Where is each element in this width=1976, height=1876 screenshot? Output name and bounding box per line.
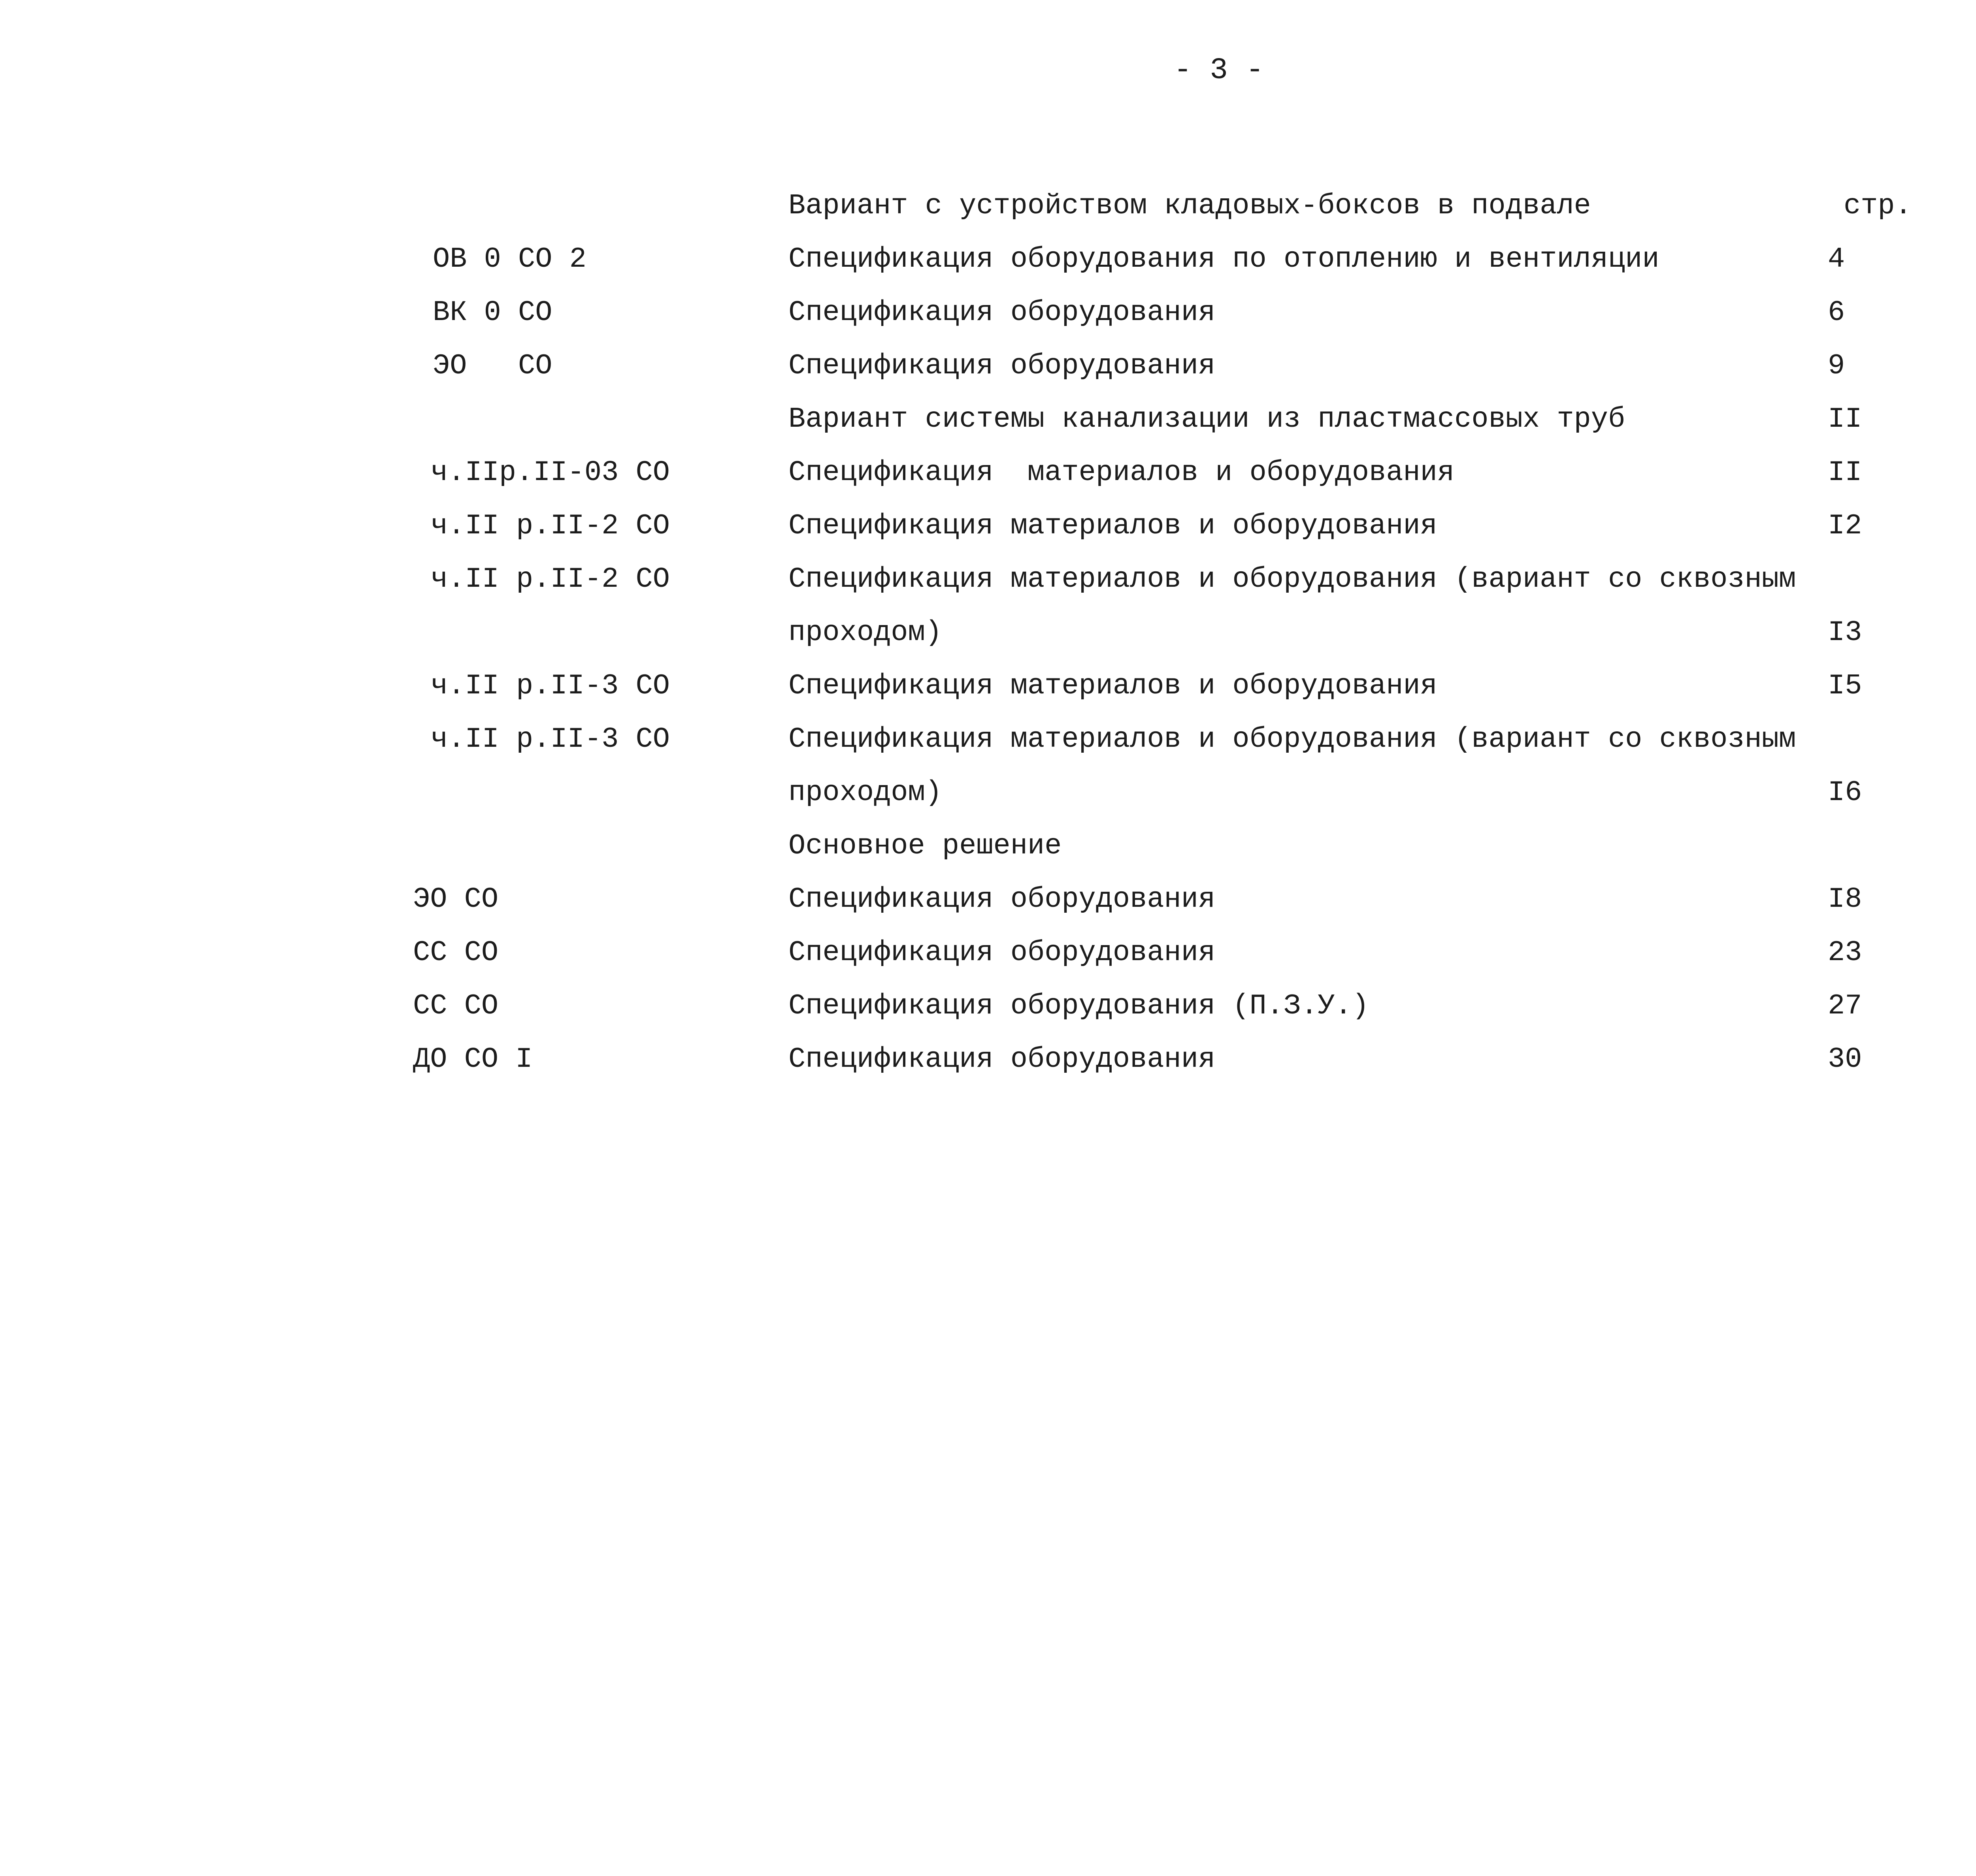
toc-row-1-page: 4 (1828, 243, 1845, 275)
toc-row-7-title: Спецификация материалов и оборудования (вариант со сквозным (788, 563, 1796, 595)
toc-row-11-title: проходом) (788, 776, 942, 809)
toc-row-0-title: Вариант с устройством кладовых-боксов в подвале (788, 190, 1591, 222)
toc-row-11-page: I6 (1828, 776, 1862, 809)
toc-row-6-title: Спецификация материалов и оборудования (788, 510, 1437, 542)
toc-row-16-code: ДО СО I (413, 1043, 533, 1075)
toc-row-13-code: ЭО СО (413, 883, 499, 915)
toc-row-7-code: ч.II р.II-2 СО (431, 563, 670, 595)
toc-row-4-page: II (1828, 403, 1862, 435)
toc-row-14-page: 23 (1828, 936, 1862, 969)
toc-row-1-code: ОВ 0 СО 2 (433, 243, 586, 275)
toc-row-12-title: Основное решение (788, 830, 1062, 862)
toc-row-4-title: Вариант системы канализации из пластмассовых труб (788, 403, 1625, 435)
toc-row-13-title: Спецификация оборудования (788, 883, 1216, 915)
toc-row-2-code: ВК 0 СО (433, 296, 552, 329)
toc-row-8-page: I3 (1828, 616, 1862, 649)
toc-row-5-title: Спецификация материалов и оборудования (788, 456, 1455, 489)
toc-row-10-title: Спецификация материалов и оборудования (вариант со сквозным (788, 723, 1796, 755)
toc-row-15-code: СС СО (413, 990, 499, 1022)
toc-row-6-code: ч.II р.II-2 СО (431, 510, 670, 542)
toc-row-13-page: I8 (1828, 883, 1862, 915)
toc-row-2-title: Спецификация оборудования (788, 296, 1216, 329)
toc-row-9-title: Спецификация материалов и оборудования (788, 670, 1437, 702)
toc-row-6-page: I2 (1828, 510, 1862, 542)
toc-row-9-code: ч.II р.II-3 СО (431, 670, 670, 702)
page-number: - 3 - (1174, 53, 1264, 87)
toc-row-8-title: проходом) (788, 616, 942, 649)
toc-row-9-page: I5 (1828, 670, 1862, 702)
toc-row-1-title: Спецификация оборудования по отоплению и вентиляции (788, 243, 1659, 275)
toc-row-16-title: Спецификация оборудования (788, 1043, 1216, 1075)
toc-row-14-code: СС СО (413, 936, 499, 969)
toc-row-0-page: стр. (1844, 190, 1912, 222)
toc-row-15-title: Спецификация оборудования (П.З.У.) (788, 990, 1369, 1022)
toc-row-3-code: ЭО СО (433, 350, 552, 382)
toc-row-5-code: ч.IIр.II-03 СО (431, 456, 670, 489)
toc-row-3-page: 9 (1828, 350, 1845, 382)
toc-row-2-page: 6 (1828, 296, 1845, 329)
toc-row-10-code: ч.II р.II-3 СО (431, 723, 670, 755)
toc-row-16-page: 30 (1828, 1043, 1862, 1075)
toc-row-14-title: Спецификация оборудования (788, 936, 1216, 969)
toc-row-5-page: II (1828, 456, 1862, 489)
toc-row-3-title: Спецификация оборудования (788, 350, 1216, 382)
toc-row-15-page: 27 (1828, 990, 1862, 1022)
